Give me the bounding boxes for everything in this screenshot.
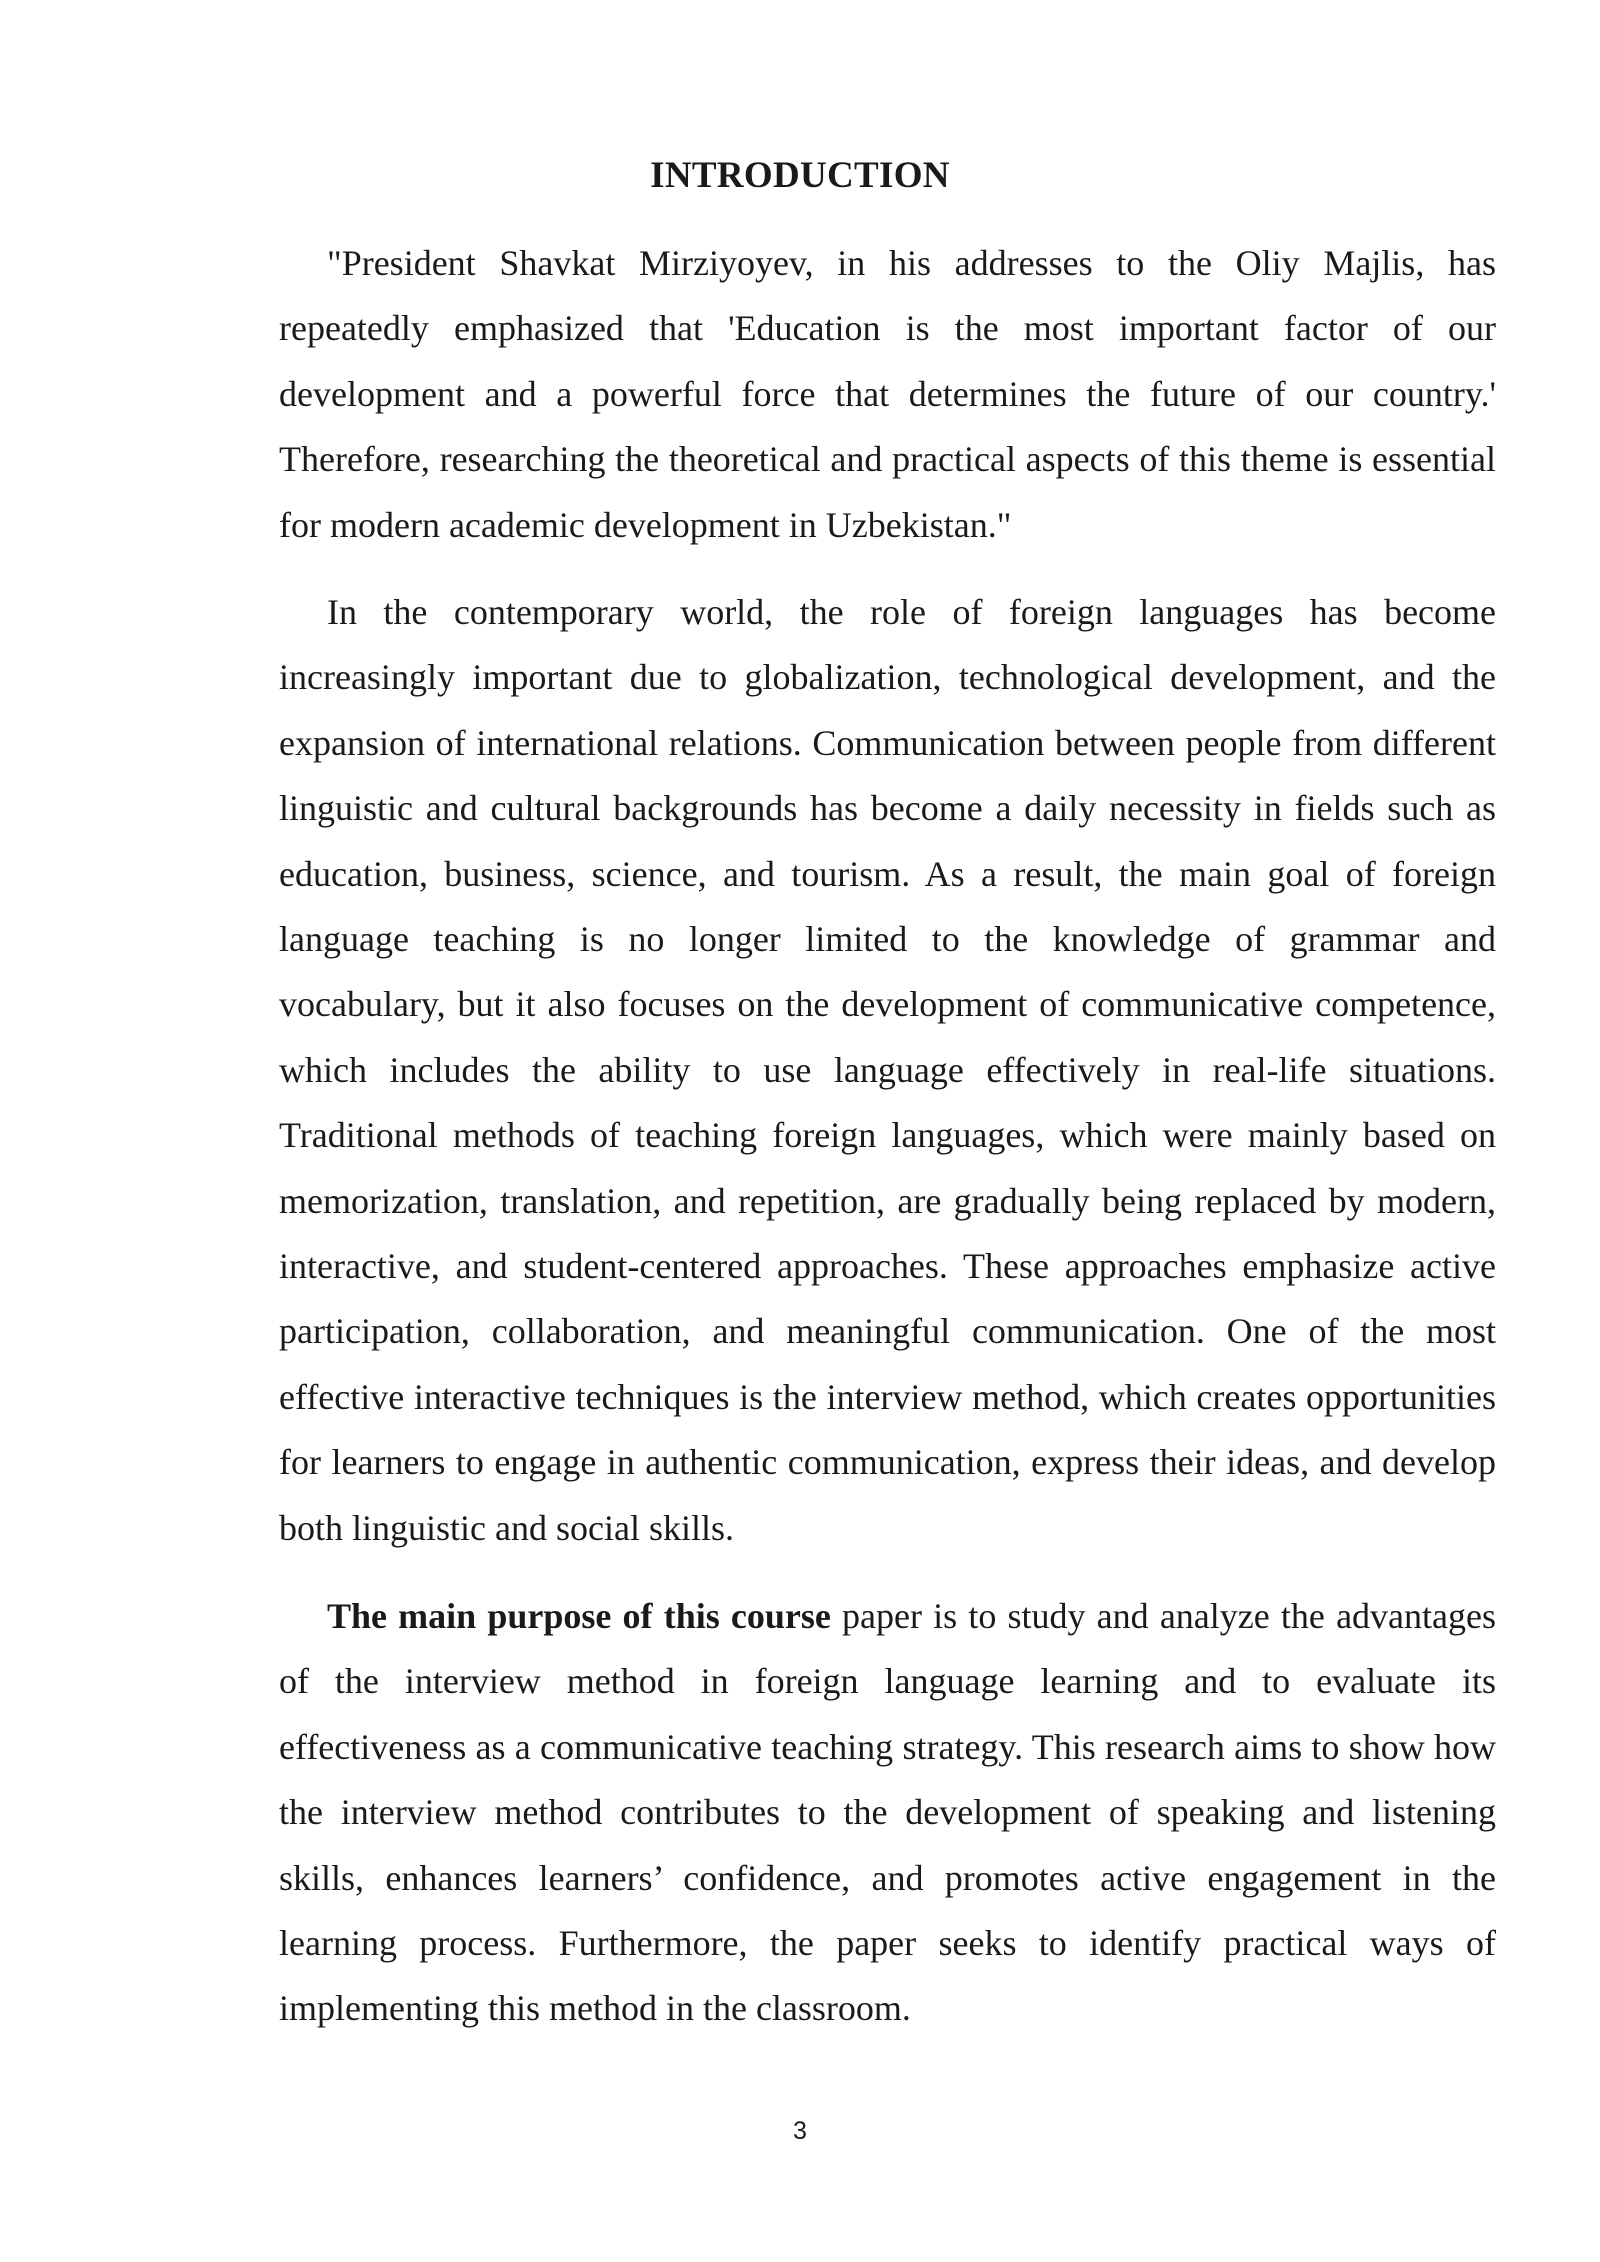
main-purpose-text: paper is to study and analyze the advantages of the interview method in foreign language learning and to evaluate its effectiveness as a communicative teaching strategy. This research aims to show how the interview method contributes to the development of speaking and listening skills, enhances learners’ confidence, and promotes active engagement in the learning process. Furthermore, the paper seeks to identify practical ways of implementing this method in the classroom. (279, 1596, 1496, 2029)
main-purpose-bold-lead: The main purpose of this course (327, 1596, 831, 1636)
paragraph-president-quote: "President Shavkat Mirziyoyev, in his addresses to the Oliy Majlis, has repeatedly emphasized that 'Education is the most important factor of our development and a powerful force that determines the future of our country.' Therefore, researching the theoretical and practical aspects of this theme is essential for modern academic development in Uzbekistan." (279, 243, 1496, 545)
section-heading: INTRODUCTION (650, 155, 950, 196)
paragraph-foreign-languages: In the contemporary world, the role of foreign languages has become increasingly important due to globalization, technological development, and the expansion of international relations. Communication between people from different linguistic and cultural backgrounds has become a daily necessity in fields such as education, business, science, and tourism. As a result, the main goal of foreign language teaching is no longer limited to the knowledge of grammar and vocabulary, but it also focuses on the development of communicative competence, which includes the ability to use language effectively in real-life situations. Traditional methods of teaching foreign languages, which were mainly based on memorization, translation, and repetition, are gradually being replaced by modern, interactive, and student-centered approaches. These approaches emphasize active participation, collaboration, and meaningful communication. One of the most effective interactive techniques is the interview method, which creates opportunities for learners to engage in authentic communication, express their ideas, and develop both linguistic and social skills. (279, 592, 1496, 1548)
paragraph-main-purpose (279, 1584, 1496, 2042)
page-number: 3 (793, 2117, 807, 2145)
